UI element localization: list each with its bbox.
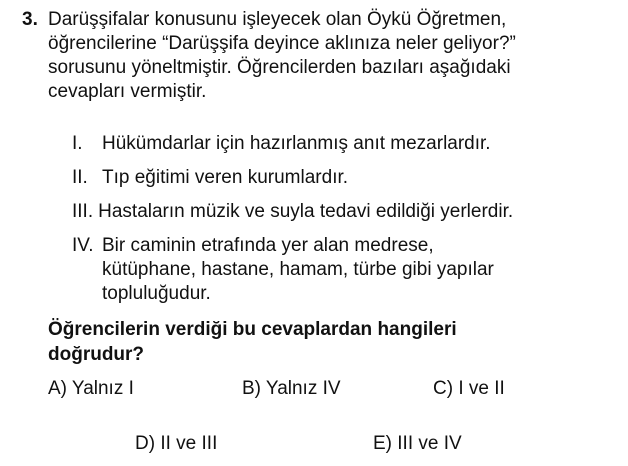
option-b[interactable]: B) Yalnız IV [242,378,341,399]
question-number: 3. [22,9,38,30]
stem-line: Darüşşifalar konusunu işleyecek olan Öykü Öğretmen, [48,9,507,30]
statement-numeral: II. [72,167,88,188]
question-prompt [48,317,608,367]
statement-1 [72,132,617,156]
stem-line: cevapları vermiştir. [48,81,207,102]
stem-line: öğrencilerine “Darüşşifa deyince aklınıza neler geliyor?” [48,33,516,54]
statement-text: Hükümdarlar için hazırlanmış anıt mezarlardır. [102,133,491,154]
statement-numeral: IV. [72,235,94,256]
statement-text: Bir caminin etrafında yer alan medrese, [102,235,434,256]
statement-list [72,132,617,316]
option-e[interactable]: E) III ve IV [373,433,462,454]
statement-text: topluluğudur. [102,283,211,304]
prompt-line: doğrudur? [48,344,145,365]
prompt-line: Öğrencilerin verdiği bu cevaplardan hangileri [48,319,457,340]
stem-line: sorusunu yöneltmiştir. Öğrencilerden bazıları aşağıdaki [48,57,511,78]
question-stem [48,8,618,104]
statement-text: Tıp eğitimi veren kurumlardır. [102,167,349,188]
statement-numeral: III. [72,201,94,222]
option-d[interactable]: D) II ve III [135,433,218,454]
option-a[interactable]: A) Yalnız I [48,378,134,399]
statement-numeral: I. [72,133,83,154]
statement-2 [72,166,617,190]
statement-text: Hastaların müzik ve suyla tedavi edildiği yerlerdir. [98,201,514,222]
statement-4 [72,234,617,306]
statement-3 [72,200,617,224]
statement-text: kütüphane, hastane, hamam, türbe gibi yapılar [102,259,494,280]
option-c[interactable]: C) I ve II [433,378,505,399]
